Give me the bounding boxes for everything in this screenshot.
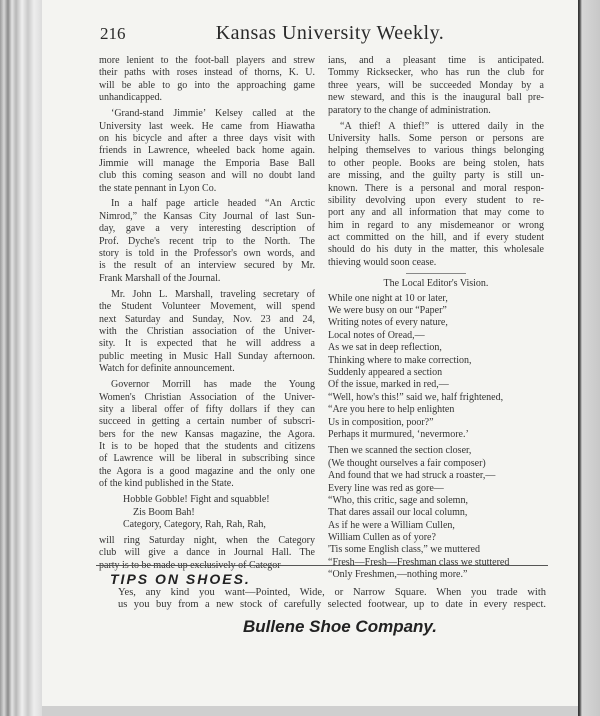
text-line: “A thief! A thief!” is uttered daily in the <box>340 120 544 132</box>
text-line: will be able to go into the approaching game <box>99 79 315 91</box>
text-line: bers for the new Kansas magazine, the Agora. <box>99 428 315 440</box>
text-line: sibility devolving upon every student to re- <box>328 194 544 206</box>
text-line: will ring Saturday night, when the Category <box>99 535 315 547</box>
text-line: more lenient to the foot-ball players and strew <box>99 55 315 66</box>
text-line: club this coming season and will no doubt land <box>99 170 315 182</box>
text-line: new steward, and this is the inaugural ball pre- <box>328 92 544 104</box>
text-line: (We thought ourselves a fair composer) <box>328 457 486 469</box>
text-line: While one night at 10 or later, <box>328 292 448 304</box>
text-line: Then we scanned the section closer, <box>328 445 472 457</box>
paragraph <box>99 289 315 376</box>
poem-title: The Local Editor's Vision. <box>383 278 489 290</box>
text-line: University halls. Some person or persons are <box>328 132 544 144</box>
verse <box>99 494 315 531</box>
text-line: next Saturday and Sunday, Nov. 23 and 24, <box>99 313 315 325</box>
left-column <box>99 55 315 576</box>
text-line: the Student Volunteer Movement, will spend <box>99 301 315 313</box>
ad-headline: TIPS ON SHOES. <box>110 571 251 587</box>
text-line: act committed on the hill, and if every student <box>328 232 544 244</box>
text-line: known. There is a personal and moral respon- <box>328 182 544 194</box>
text-line: of the kind published in the State. <box>99 478 234 490</box>
page-number: 216 <box>100 24 126 43</box>
text-line: University last week. He came from Hiawatha <box>99 120 315 132</box>
text-line: Nimrod,” the Kansas City Journal of last Sun- <box>99 210 315 222</box>
poem <box>328 293 544 582</box>
text-line: Governor Morrill has made the Young <box>111 379 315 391</box>
ad-line: Yes, any kind you want—Pointed, Wide, or Narrow Square. When you trade with <box>118 587 546 598</box>
text-line: We were busy on our “Paper” <box>328 305 447 317</box>
text-line: sity a liberal offer of fifty dollars if they can <box>99 403 315 415</box>
right-column <box>328 55 544 586</box>
text-line: helping themselves to various things belonging <box>328 145 544 157</box>
text-line: story is told in the Professor's own words, and <box>99 248 315 260</box>
text-line: on his bicycle and after a three days visit with <box>99 132 315 144</box>
text-line: “Are you here to help enlighten <box>328 404 455 416</box>
text-line: Women's Christian Association of the Univer- <box>99 391 315 403</box>
text-line: Prof. Dyche's recent trip to the North. The <box>99 235 315 247</box>
text-line: party is to be made up exclusively of Categor- <box>99 559 284 571</box>
text-line: ‘Grand-stand Jimmie’ Kelsey called at the <box>111 108 315 120</box>
ad-text <box>118 586 546 611</box>
text-line: Category, Category, Rah, Rah, Rah, <box>123 519 266 531</box>
text-line: It is to be hoped that the students and citizens <box>99 441 315 453</box>
paragraph <box>328 121 544 270</box>
text-line: Tommy Ricksecker, who has run the club for <box>328 67 544 79</box>
text-line: Frank Marshall of the Journal. <box>99 272 221 284</box>
text-line: with the Christian association of the Univer- <box>99 325 315 337</box>
text-line: day, gave a very interesting description of <box>99 223 315 235</box>
text-line: should do his duty in the matter, this wholesale <box>328 244 544 256</box>
text-line: 'Tis some English class,” we muttered <box>328 544 480 556</box>
text-line: thieving would soon cease. <box>328 256 437 268</box>
text-line: “Fresh—Fresh—Freshman class we stuttered <box>328 556 510 568</box>
paragraph <box>99 198 315 285</box>
text-line: “Only Freshmen,—nothing more.” <box>328 569 468 581</box>
text-line: “Well, how's this!” said we, half frightened, <box>328 391 504 403</box>
page-edge <box>578 0 600 716</box>
text-line: club will give a dance in Journal Hall. The <box>99 547 315 559</box>
text-line: are missing, and the guilty party is still un- <box>328 170 544 182</box>
text-line: public meeting in Music Hall Sunday afternoon. <box>99 350 315 362</box>
section-rule <box>406 273 466 274</box>
text-line: the state pennant in Lyon Co. <box>99 182 217 194</box>
text-line: to other people. Books are being stolen, hats <box>328 157 544 169</box>
text-line: unhandicapped. <box>99 92 163 104</box>
text-line: friends in Lawrence, wheeled back home again. <box>99 145 315 157</box>
text-line: Us in composition, poor?” <box>328 416 434 428</box>
text-line: Perhaps it murmured, ‘nevermore.’ <box>328 428 469 440</box>
text-line: Suddenly appeared a section <box>328 366 443 378</box>
text-line: Local notes of Oread,— <box>328 329 425 341</box>
stanza <box>328 445 544 581</box>
text-line: of Lawrence will be liberal in subscribing since <box>99 453 315 465</box>
text-line: Mr. John L. Marshall, traveling secretary of <box>111 288 315 300</box>
book-binding <box>0 0 42 716</box>
text-line: Zis Boom Bah! <box>133 506 195 518</box>
text-line: “Who, this critic, sage and solemn, <box>328 494 468 506</box>
text-line: him in regard to any misdemeanor or wrong <box>328 219 544 231</box>
text-line: Every line was red as gore— <box>328 482 444 494</box>
paragraph <box>99 55 315 105</box>
text-line: port any and all information that may come to <box>328 207 544 219</box>
text-line: That dares assail our local column, <box>328 507 468 519</box>
text-line: And found that we had struck a roaster,— <box>328 470 496 482</box>
text-line: their paths with roses instead of thorns, K. U. <box>99 67 315 79</box>
text-line: is the result of an interview secured by Mr. <box>99 260 315 272</box>
text-line: Watch for definite announcement. <box>99 363 235 375</box>
text-line: paratory to the change of administration. <box>328 104 491 116</box>
stanza <box>328 293 544 442</box>
text-line: Of the issue, marked in red,— <box>328 379 449 391</box>
text-line: succeed in getting a certain number of subscri- <box>99 416 315 428</box>
text-line: three years, will be succeeded Monday by a <box>328 79 544 91</box>
text-line: In a half page article headed “An Arctic <box>111 198 315 210</box>
text-line: sity. It is expected that he will address a <box>99 338 315 350</box>
text-line: ians, and a pleasant time is anticipated. <box>328 55 544 66</box>
text-line: As if he were a William Cullen, <box>328 519 455 531</box>
text-line: the Agora is a good magazine and the only one <box>99 465 315 477</box>
paragraph <box>328 55 544 117</box>
paragraph <box>99 108 315 195</box>
text-line: Hobble Gobble! Fight and squabble! <box>123 494 270 506</box>
text-line: Thinking where to make correction, <box>328 354 472 366</box>
page-bottom-edge <box>42 706 578 716</box>
ad-line: us you buy from a new stock of carefully selected footwear, up to date in every respect. <box>118 599 546 611</box>
publication-title: Kansas University Weekly. <box>215 22 445 44</box>
paragraph <box>99 379 315 491</box>
text-line: Jimmie will manage the Emporia Base Ball <box>99 157 315 169</box>
text-line: Writing notes of every nature, <box>328 317 448 329</box>
paragraph <box>99 535 315 572</box>
divider <box>96 565 548 566</box>
text-line: As we sat in deep reflection, <box>328 342 442 354</box>
text-line: William Cullen as of yore? <box>328 532 436 544</box>
ad-brand: Bullene Shoe Company. <box>243 617 437 636</box>
